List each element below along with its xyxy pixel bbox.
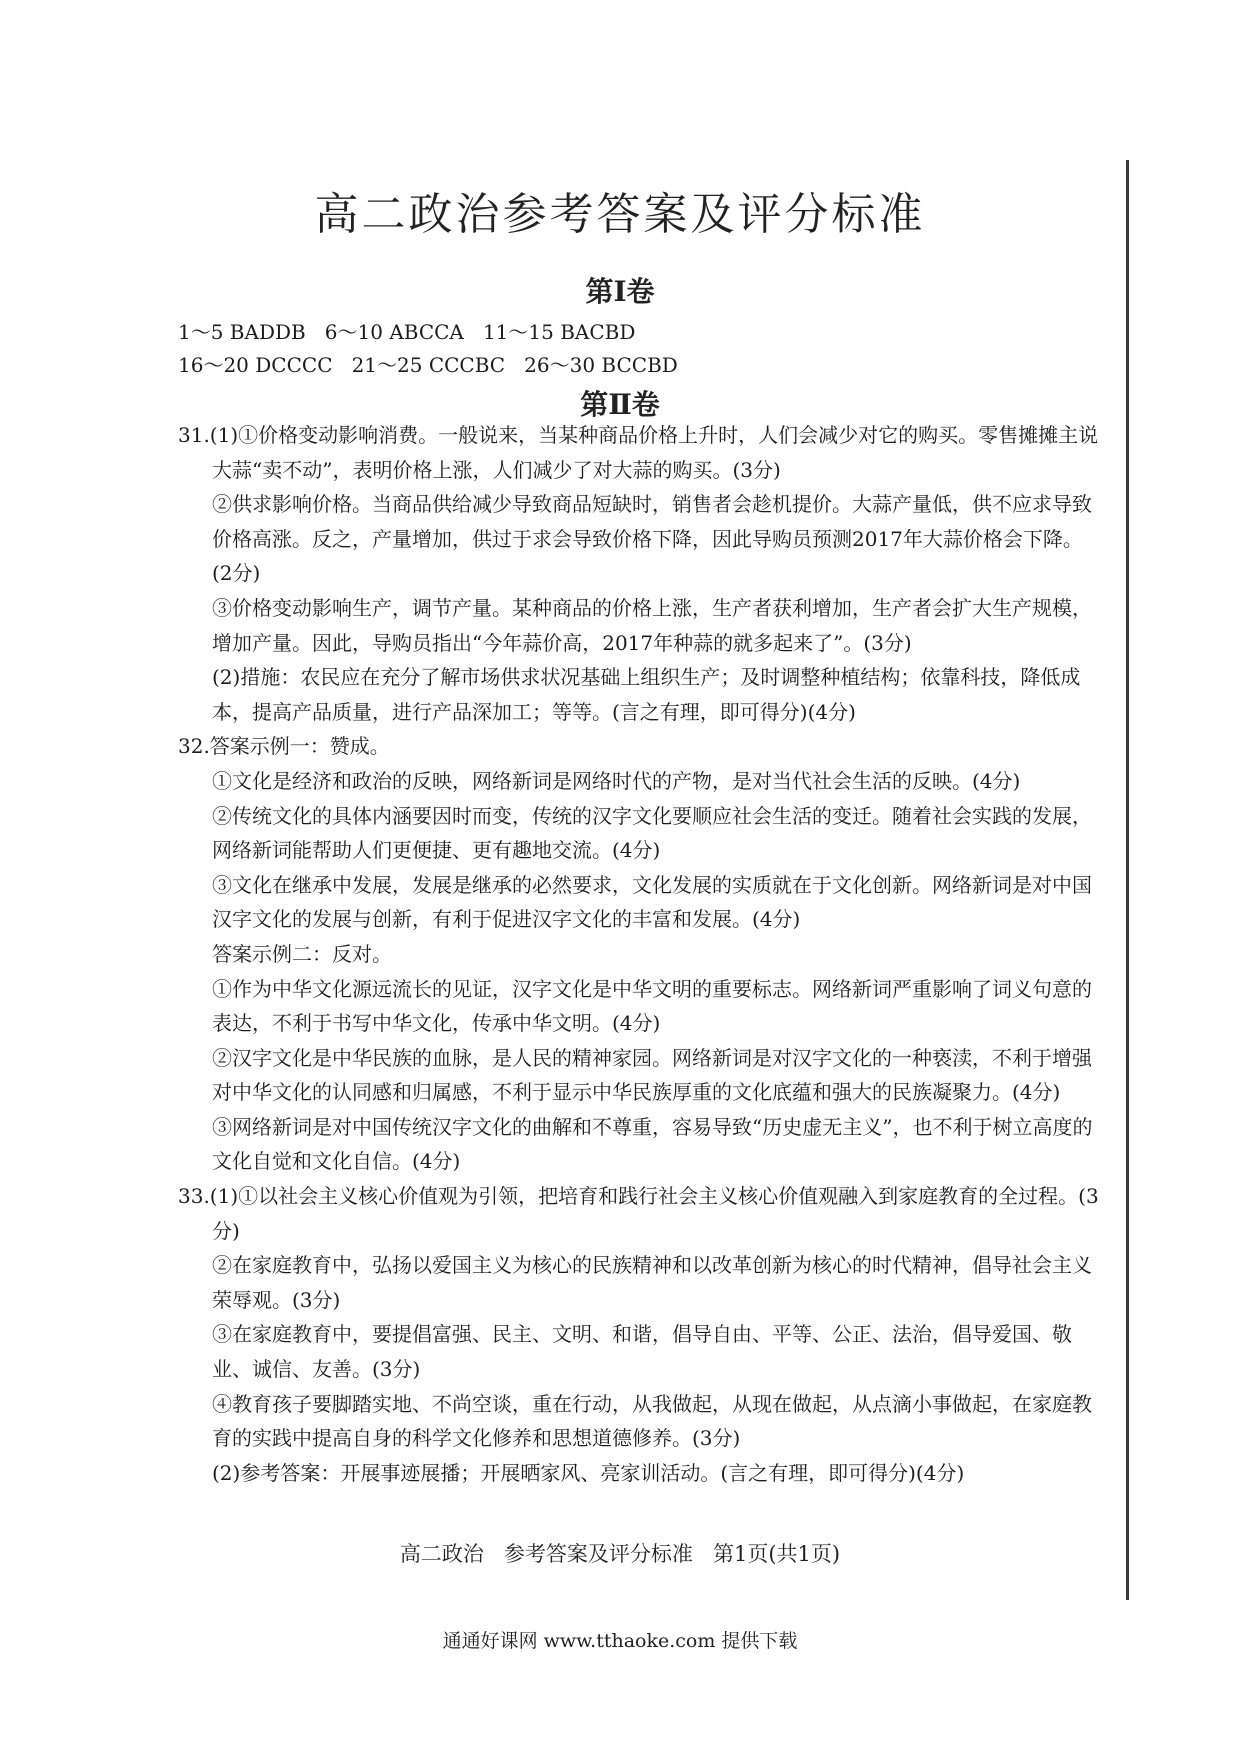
q33-part2: (2)参考答案：开展事迹展播；开展晒家风、亮家训活动。(言之有理，即可得分)(4分) [212,1460,965,1485]
download-credit: 通通好课网 www.tthaoke.com 提供下载 [442,1630,798,1652]
q32-example1-point3: ③文化在继承中发展，发展是继承的必然要求，文化发展的实质就在于文化创新。网络新词是对中国汉字文化的发展与创新，有利于促进汉字文化的丰富和发展。(4分) [212,872,1092,932]
q33-part1-point4: ④教育孩子要脚踏实地、不尚空谈，重在行动，从我做起，从现在做起，从点滴小事做起，在家庭教育的实践中提高自身的科学文化修养和思想道德修养。(3分) [212,1391,1092,1451]
q31-part1-point3: ③价格变动影响生产，调节产量。某种商品的价格上涨，生产者获利增加，生产者会扩大生产规模，增加产量。因此，导购员指出“今年蒜价高，2017年种蒜的就多起来了”。(3分) [212,595,1092,655]
q33-part1-point2: ②在家庭教育中，弘扬以爱国主义为核心的民族精神和以改革创新为核心的时代精神，倡导社会主义荣辱观。(3分) [212,1253,1092,1312]
section-heading-vol1: 第Ⅰ卷 [585,275,655,308]
mc-answers-line-2: 16～20 DCCCC 21～25 CCCBC 26～30 BCCBD [178,353,678,377]
q32-example2-point2: ②汉字文化是中华民族的血脉，是人民的精神家园。网络新词是对汉字文化的一种亵渎，不利于增强对中华文化的认同感和归属感，不利于显示中华民族厚重的文化底蕴和强大的民族凝聚力。(4分) [212,1045,1092,1105]
q33-part1-point3: ③在家庭教育中，要提倡富强、民主、文明、和谐，倡导自由、平等、公正、法治，倡导爱国、敬业、诚信、友善。(3分) [212,1322,1072,1382]
answer-body [178,418,1100,1490]
q31-part1-point2: ②供求影响价格。当商品供给减少导致商品短缺时，销售者会趁机提价。大蒜产量低，供不应求导致价格高涨。反之，产量增加，供过于求会导致价格下降，因此导购员预测2017年大蒜价格会下降。(2分) [212,492,1092,586]
page-title: 高二政治参考答案及评分标准 [314,189,926,240]
q32-example1-point2: ②传统文化的具体内涵要因时而变，传统的汉字文化要顺应社会生活的变迁。随着社会实践的发展，网络新词能帮助人们更便捷、更有趣地交流。(4分) [212,803,1092,863]
q32-example1-heading: 32.答案示例一：赞成。 [178,734,390,759]
q32-example2-point1: ①作为中华文化源远流长的见证，汉字文化是中华文明的重要标志。网络新词严重影响了词义句意的表达，不利于书写中华文化，传承中华文明。(4分) [212,976,1092,1036]
page-edge-line [1126,160,1129,1600]
q32-example2-heading: 答案示例二：反对。 [212,941,392,966]
q32-example1-point1: ①文化是经济和政治的反映，网络新词是网络时代的产物，是对当代社会生活的反映。(4分) [212,768,1021,793]
page-footer: 高二政治 参考答案及评分标准 第1页(共1页) [399,1542,841,1566]
q32-example2-point3: ③网络新词是对中国传统汉字文化的曲解和不尊重，容易导致“历史虚无主义”，也不利于树立高度的文化自觉和文化自信。(4分) [212,1114,1093,1174]
mc-answers-line-1: 1～5 BADDB 6～10 ABCCA 11～15 BACBD [178,320,636,344]
q31-part2: (2)措施：农民应在充分了解市场供求状况基础上组织生产；及时调整种植结构；依靠科技，降低成本，提高产品质量，进行产品深加工；等等。(言之有理，即可得分)(4分) [212,665,1081,724]
q33-part1-point1: 33.(1)①以社会主义核心价值观为引领，把培育和践行社会主义核心价值观融入到家庭教育的全过程。(3分) [178,1184,1099,1243]
q31-part1-point1: 31.(1)①价格变动影响消费。一般说来，当某种商品价格上升时，人们会减少对它的购买。零售摊摊主说大蒜“卖不动”，表明价格上涨，人们减少了对大蒜的购买。(3分) [178,423,1099,482]
section-heading-vol2: 第Ⅱ卷 [580,388,660,421]
